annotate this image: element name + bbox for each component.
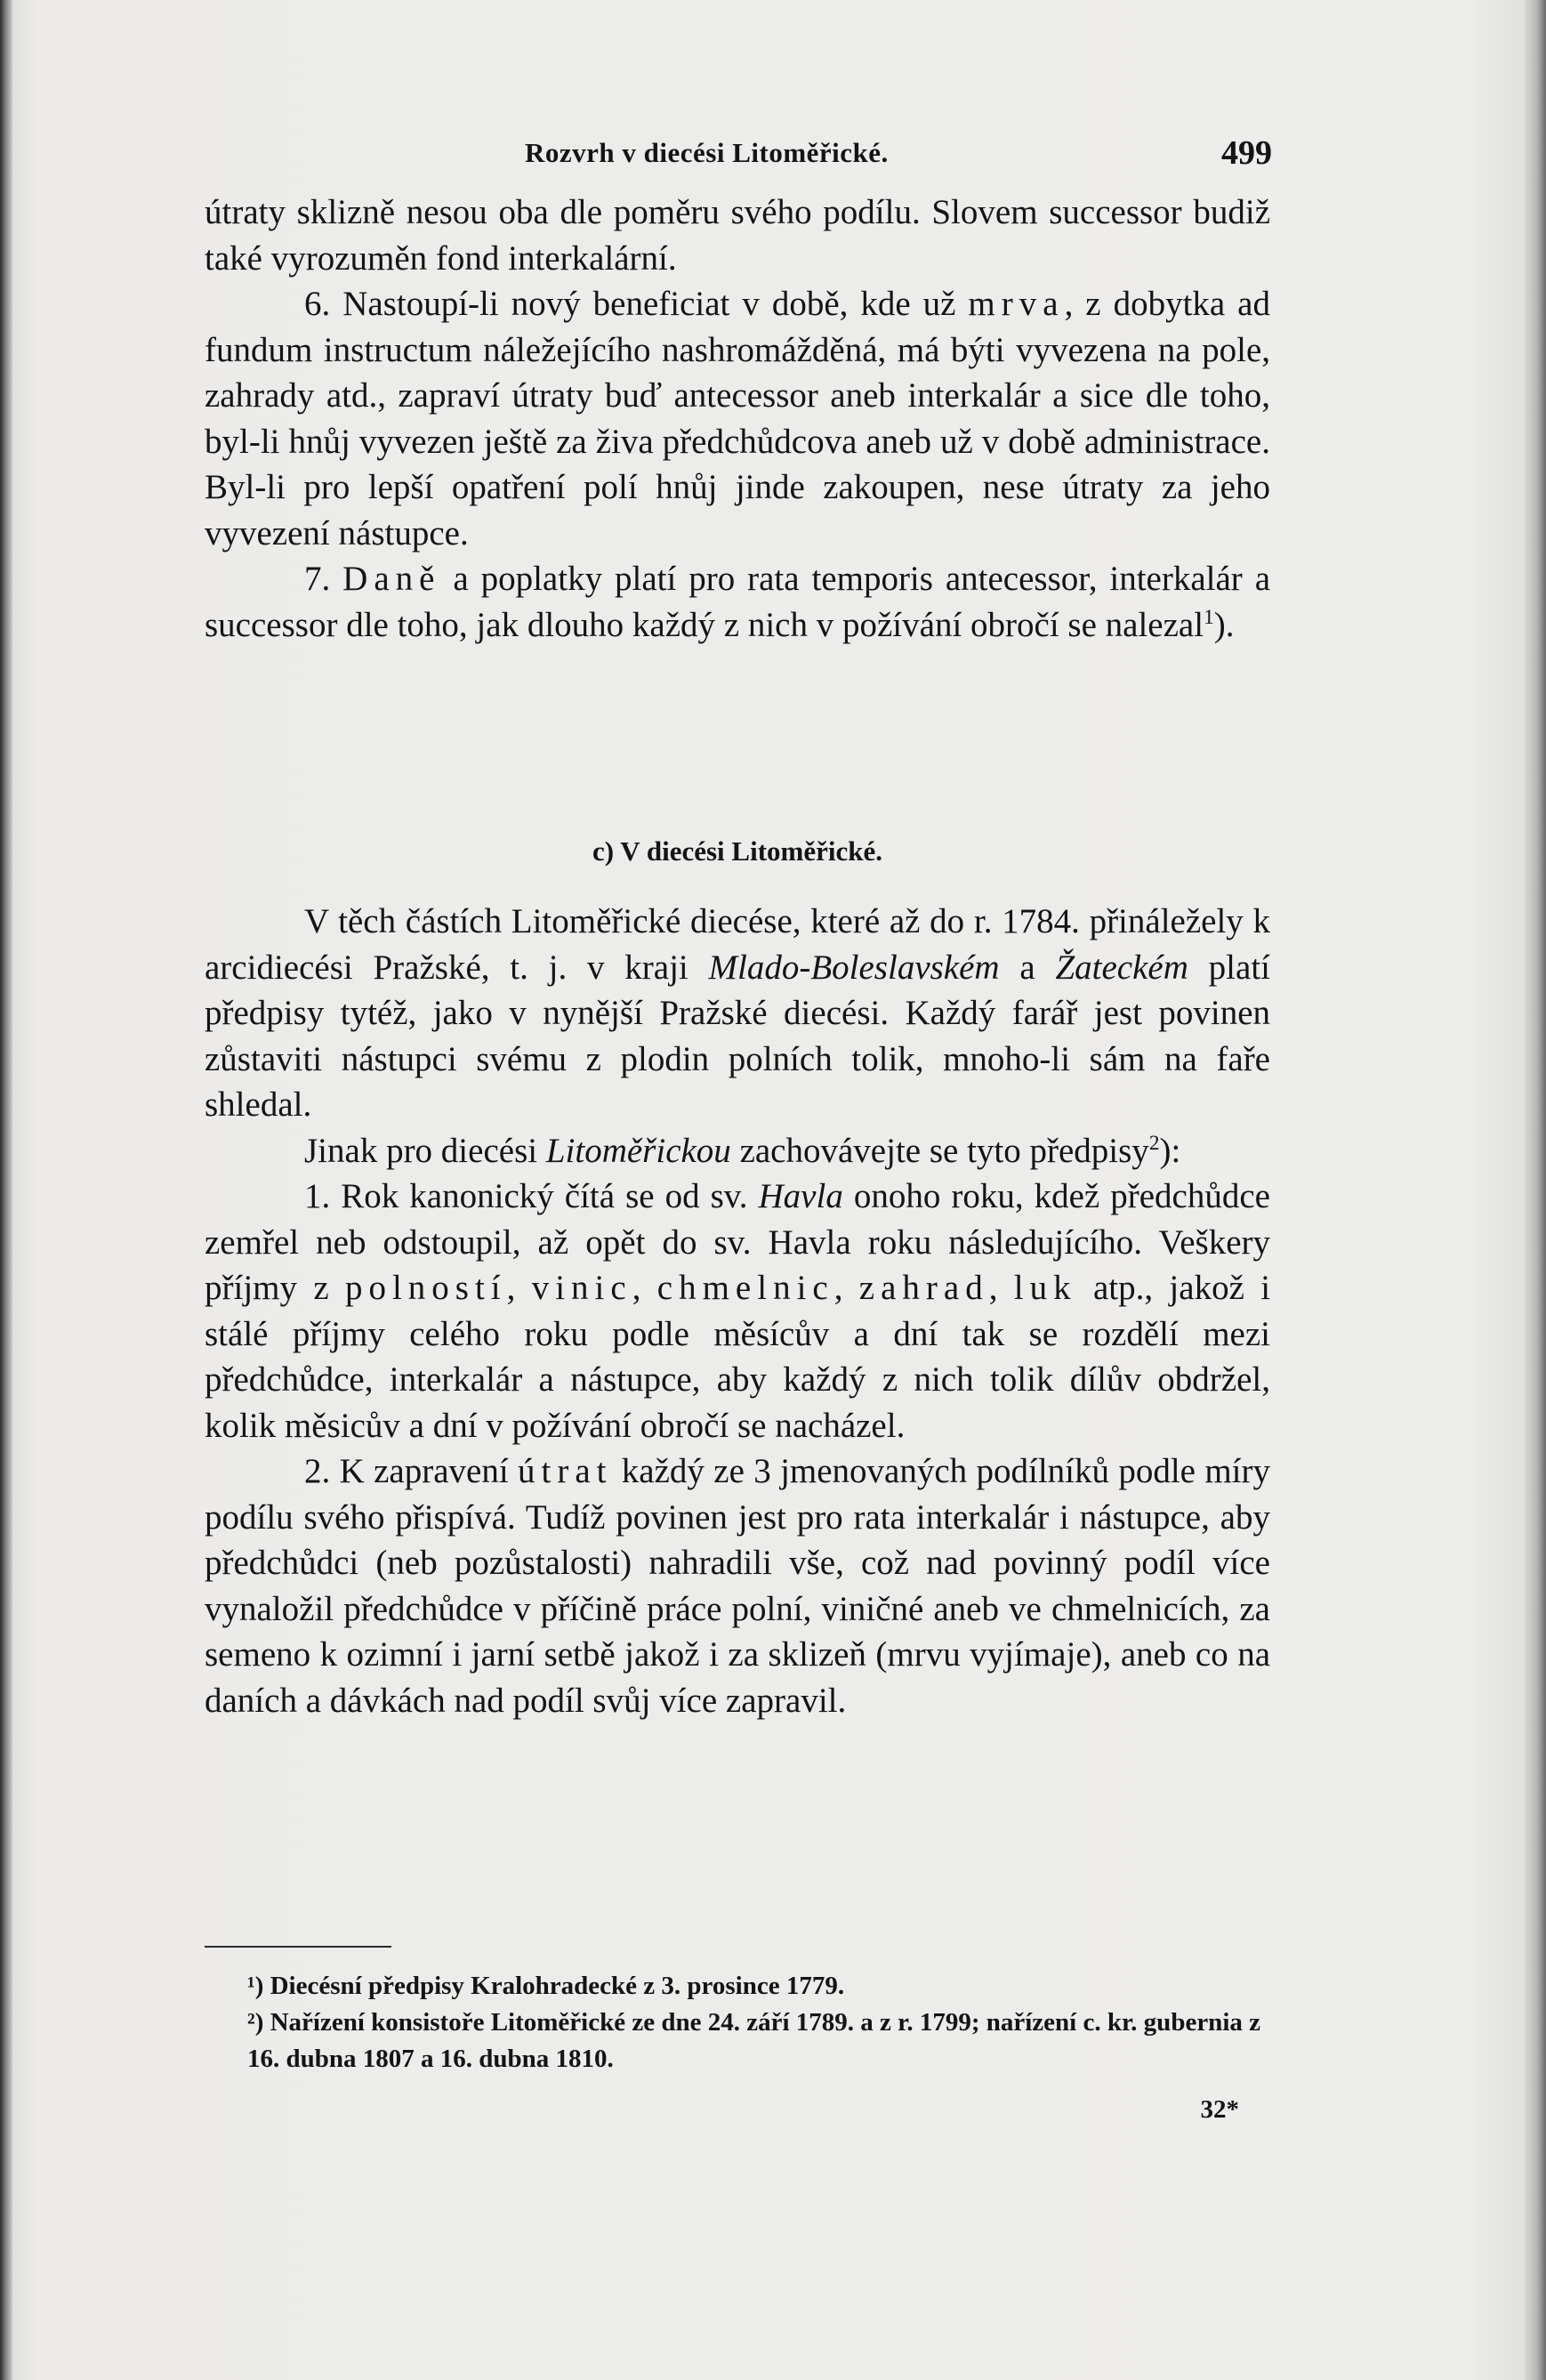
italic-saint: Havla	[758, 1177, 843, 1215]
paragraph-intro-text-start: V těch částích Litoměřické diecése, které až do r. 1784. přináležely k arcidiecési Pražské, t. j. v kraji	[205, 902, 1270, 987]
paragraph-rule-2-start: 2. K zapravení	[304, 1452, 518, 1490]
paragraph-7-close: ).	[1213, 605, 1235, 644]
paragraph-rule-1-mid: onoho roku, kdež předchůdce zemřel neb odstoupil, až opět do sv. Havla roku následujícího. Veškery příjmy z	[205, 1177, 1270, 1307]
paragraph-rules-intro-end: zachovávejte se tyto předpisy	[730, 1131, 1149, 1170]
italic-region-1: Mlado-Boleslavském	[708, 948, 1000, 987]
paragraph-intro-text-end: platí předpisy tytéž, jako v nynější Pražské diecési. Každý farář jest povinen zůstaviti nástupci svému z plodin polních tolik, mnoho-li sám na faře shledal.	[205, 948, 1270, 1124]
paragraph-7-text: a poplatky platí pro rata temporis antecessor, interkalár a successor dle toho, jak dlouho každý z nich v požívání obročí se nalezal	[205, 560, 1270, 644]
footnote-1-mark: ¹)	[247, 1972, 264, 2000]
paragraph-rule-1-start: 1. Rok kanonický čítá se od sv.	[304, 1177, 759, 1215]
spaced-term-fields: polností	[344, 1269, 507, 1307]
separator-1: ,	[506, 1269, 532, 1307]
paragraph-7	[205, 556, 1270, 648]
spaced-term-meadows: luk	[1013, 1269, 1077, 1307]
footnote-2	[247, 2005, 1270, 2077]
paragraph-rule-2	[205, 1448, 1270, 1723]
paragraph-rule-1	[205, 1174, 1270, 1448]
text-block-top	[205, 190, 1270, 648]
page-number: 499	[1221, 134, 1272, 172]
paragraph-7-spaced-term: Daně	[342, 560, 441, 598]
separator-2: ,	[632, 1269, 657, 1307]
paragraph-rule-2-end: každý ze 3 jmenovaných podílníků podle míry podílu svého přispívá. Tudíž povinen jest pro rata interkalár i nástupce, aby předchůdci (neb pozůstalosti) nahradili vše, což nad povinný podíl více vynaložil předchůdce v příčině práce polní, viničné aneb ve chmelnicích, za semeno k ozimní i jarní setbě jakož i za sklizeň (mrvu vyjímaje), aneb co na daních a dávkách nad podíl svůj více zapravil.	[205, 1452, 1270, 1720]
italic-region-2: Žateckém	[1055, 948, 1188, 987]
footnote-2-mark: ²)	[247, 2008, 264, 2037]
spaced-term-costs: útrat	[518, 1452, 613, 1490]
paragraph-6-text-start: 6. Nastoupí-li nový beneficiat v době, kde už	[304, 285, 969, 323]
paragraph-1	[205, 190, 1270, 281]
paragraph-rules-intro	[205, 1128, 1270, 1174]
paragraph-6-spaced-term: mrva	[968, 285, 1065, 323]
footnotes	[247, 1968, 1270, 2077]
page-right-edge-shadow	[1525, 0, 1546, 2380]
paragraph-rules-intro-close: ):	[1159, 1131, 1181, 1170]
footnote-1	[247, 1968, 1270, 2005]
paragraph-intro-conjunction: a	[999, 948, 1056, 987]
page-header	[205, 133, 1272, 178]
spaced-term-hop-gardens: chmelnic	[656, 1269, 834, 1307]
paragraph-rule-1-end: atp., jakož i stálé příjmy celého roku podle měsícův a dní tak se rozdělí mezi předchůdce, interkalár a nástupce, aby každý z nich tolik dílův obdržel, kolik měsicův a dní v požívání obročí se nacházel.	[205, 1269, 1271, 1445]
text-block-main	[205, 899, 1270, 1723]
italic-diocese: Litoměřickou	[545, 1131, 731, 1170]
spaced-term-vineyards: vinic	[531, 1269, 632, 1307]
separator-3: ,	[833, 1269, 859, 1307]
paragraph-intro	[205, 899, 1270, 1128]
footnote-1-text: Diecésní předpisy Kralohradecké z 3. prosince 1779.	[263, 1972, 845, 2000]
page-left-edge-shadow	[0, 0, 12, 2380]
paragraph-7-number: 7.	[304, 560, 343, 598]
paragraph-rules-intro-start: Jinak pro diecési	[304, 1131, 546, 1170]
paragraph-6-text-end: , z dobytka ad fundum instructum náležejícího nashromážděná, má býti vyvezena na pole, zahrady atd., zapraví útraty buď antecessor aneb interkalár a sice dle toho, byl-li hnůj vyvezen ještě za živa předchůdcova aneb už v době administrace. Byl-li pro lepší opatření polí hnůj jinde zakoupen, nese útraty za jeho vyvezení nástupce.	[205, 285, 1270, 553]
footnote-ref-2: 2	[1148, 1131, 1160, 1155]
footnote-divider	[205, 1946, 391, 1948]
section-heading: c) V diecési Litoměřické.	[592, 835, 882, 867]
paragraph-1-text: útraty sklizně nesou oba dle poměru svého podílu. Slovem successor budiž také vyrozuměn fond interkalární.	[205, 193, 1270, 278]
footnote-ref-1: 1	[1204, 605, 1214, 629]
footnote-2-text: Nařízení konsistoře Litoměřické ze dne 24. září 1789. a z r. 1799; nařízení c. kr. gubernia z 16. dubna 1807 a 16. dubna 1810.	[247, 2008, 1260, 2073]
spaced-term-gardens: zahrad	[858, 1269, 989, 1307]
running-title: Rozvrh v diecési Litoměřické.	[525, 137, 889, 168]
printer-signature-mark: 32*	[1200, 2095, 1239, 2124]
paragraph-6	[205, 281, 1270, 556]
separator-4: ,	[988, 1269, 1014, 1307]
